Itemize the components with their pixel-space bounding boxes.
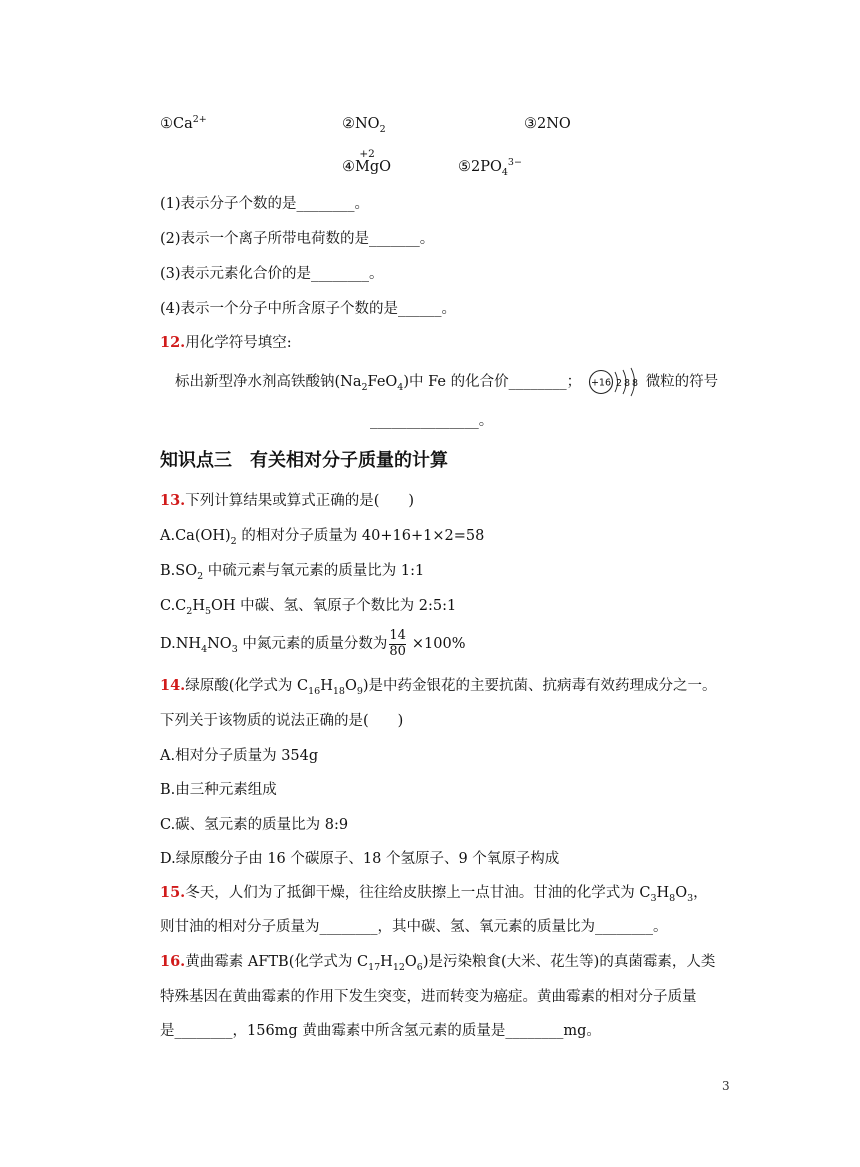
- fraction: $\frac{14}{80}$: [389, 627, 406, 659]
- question-number: 12.: [160, 334, 186, 351]
- q11-part-3: (3)表示元素化合价的是________。: [160, 266, 384, 282]
- valence-mg: +2 Mg: [355, 148, 380, 175]
- q16-line-2: 特殊基因在黄曲霉素的作用下发生突变，进而转变为癌症。黄曲霉素的相对分子质量: [160, 989, 697, 1005]
- q13-stem: 13.下列计算结果或算式正确的是( ): [160, 492, 415, 509]
- page-number: 3: [722, 1079, 730, 1093]
- shell-3-count: 8: [631, 378, 638, 389]
- atom-nucleus: +16: [590, 377, 611, 389]
- q14-option-b: B.由三种元素组成: [160, 782, 277, 798]
- q16-line-3: 是________，156mg 黄曲霉素中所含氢元素的质量是________mg。: [160, 1023, 601, 1039]
- q13-option-c: $C.C_2H_5OH$ 中碳、氢、氧原子个数比为 2:5:1: [160, 598, 457, 617]
- shell-2-count: 8: [623, 378, 630, 389]
- q11-part-1: (1)表示分子个数的是________。: [160, 196, 370, 212]
- symbol-1: $①Ca^{2+}$: [160, 114, 207, 132]
- q14-stem-2: 下列关于该物质的说法正确的是( ): [160, 713, 404, 729]
- q13-option-b: $B.SO_2$ 中硫元素与氧元素的质量比为 1:1: [160, 563, 425, 582]
- shell-1-count: 2: [615, 378, 622, 389]
- q14-option-d: D.绿原酸分子由 16 个碳原子、18 个氢原子、9 个氧原子构成: [160, 851, 560, 867]
- symbol-2: $②NO_2$: [342, 116, 386, 135]
- q13-option-d: $D.NH_4NO_3$ 中氮元素的质量分数为 $\frac{14}{80}$ ×100%: [160, 627, 466, 659]
- q11-part-4: (4)表示一个分子中所含原子个数的是______。: [160, 301, 457, 317]
- section-heading: 知识点三 有关相对分子质量的计算: [160, 450, 448, 471]
- q14-option-c: C.碳、氢元素的质量比为 8:9: [160, 817, 349, 833]
- q15-line-1: 15.冬天，人们为了抵御干燥，往往给皮肤擦上一点甘油。甘油的化学式为 $C_3H_8O_3$，: [160, 884, 708, 904]
- q16-line-1: 16.黄曲霉素 AFTB(化学式为 $C_{17}H_{12}O_6$)是污染粮食(大米、花生等)的真菌霉素，人类: [160, 953, 716, 973]
- question-number: 14.: [160, 677, 186, 694]
- question-number: 16.: [160, 953, 186, 970]
- q15-line-2: 则甘油的相对分子质量为________，其中碳、氢、氧元素的质量比为________。: [160, 919, 668, 935]
- q14-option-a: A.相对分子质量为 354g: [160, 748, 319, 764]
- q12-line: 标出新型净水剂高铁酸钠$(Na_2FeO_4)$中 Fe 的化合价________； +16 2 8 8 微粒的符号: [175, 367, 718, 397]
- q12-title: 12.用化学符号填空:: [160, 334, 292, 351]
- q12-answer-blank: _______________。: [370, 413, 494, 429]
- atom-structure-diagram: [588, 367, 644, 397]
- q13-option-a: $A.Ca(OH)_2$ 的相对分子质量为 40+16+1×2=58: [160, 528, 485, 547]
- q14-stem: 14.绿原酸(化学式为 $C_{16}H_{18}O_9$)是中药金银花的主要抗菌、抗病毒有效药理成分之一。: [160, 677, 717, 697]
- question-number: 13.: [160, 492, 186, 509]
- symbol-5: $⑤2PO_4^{3-}$: [458, 157, 522, 178]
- symbol-4: ④ +2 MgO: [342, 148, 392, 175]
- question-number: 15.: [160, 884, 186, 901]
- symbol-3: ③2NO: [524, 116, 571, 132]
- q11-part-2: (2)表示一个离子所带电荷数的是_______。: [160, 231, 435, 247]
